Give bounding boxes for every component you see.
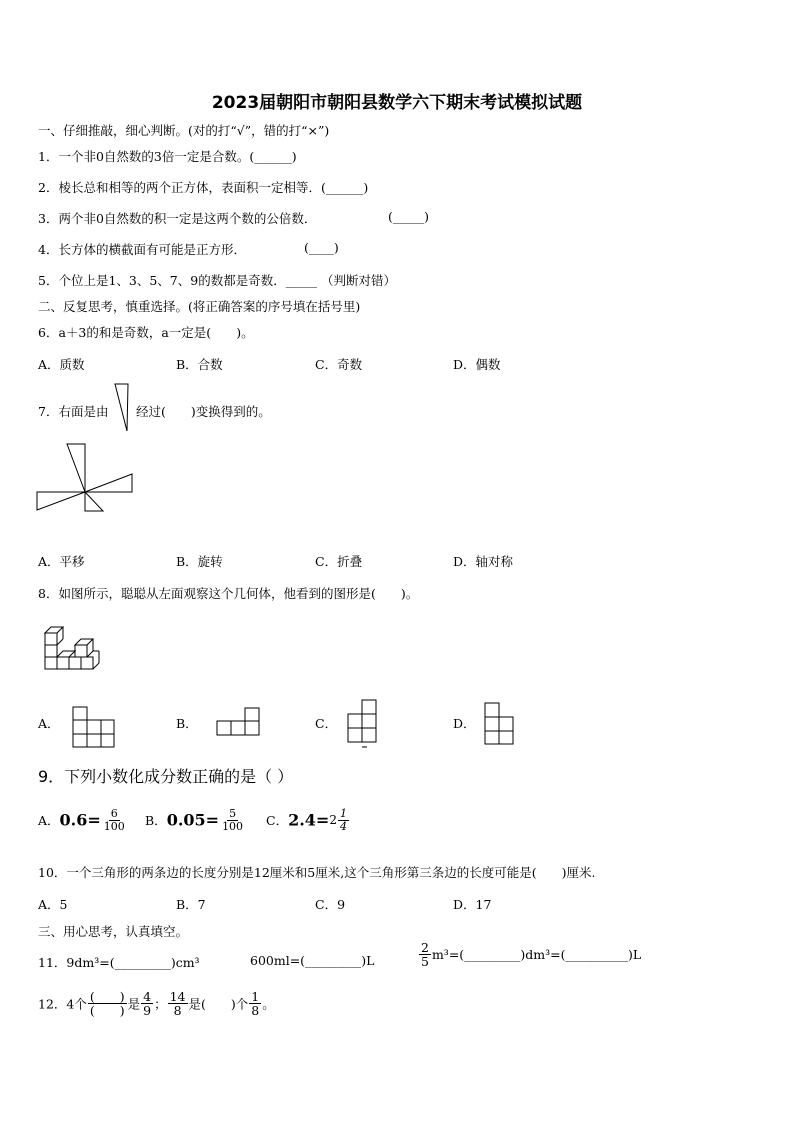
fraction-denominator: 100 [103, 819, 125, 833]
fraction-numerator: 2 [421, 940, 429, 955]
q12-end: 。 [262, 996, 275, 1012]
q9-option-a-value: 0.6= [59, 810, 101, 830]
q8-option-b-figure [217, 708, 261, 736]
q12-fraction-3 [249, 990, 261, 1017]
q6-option-a: A．质数 [38, 357, 85, 372]
q12-separator: ； [154, 996, 167, 1012]
q8-option-d-figure [485, 703, 517, 747]
q9-option-a [38, 808, 128, 832]
fraction-denominator: 8 [173, 1003, 182, 1019]
q10-option-a: A．5 [38, 897, 68, 912]
q9-option-c [266, 808, 350, 832]
section-2-heading: 二、反复思考，慎重选择。(将正确答案的序号填在括号里) [38, 299, 361, 314]
q12-text-shi: 是 [127, 996, 141, 1012]
question-12 [38, 990, 275, 1017]
q11-conversion-text: m³=(_________)dm³=(__________)L [431, 947, 642, 963]
q8-cube-stack-figure [45, 625, 101, 671]
question-11-part3 [418, 941, 641, 968]
question-5: 5．个位上是1、3、5、7、9的数都是奇数．_____ （判断对错） [38, 273, 396, 288]
q9-option-c-whole: 2 [329, 813, 337, 828]
fraction-denominator: 9 [143, 1003, 152, 1019]
q8-option-d-label: D． [453, 716, 476, 731]
q7-option-a: A．平移 [38, 554, 85, 569]
q10-option-b: B．7 [176, 897, 206, 912]
q8-option-c-label: C． [315, 716, 338, 731]
q9-option-b-value: 0.05= [166, 810, 220, 830]
fraction-numerator: 14 [169, 989, 186, 1004]
q9-option-a-fraction [102, 808, 127, 832]
q9-option-a-label: A． [38, 813, 60, 829]
question-4-blank: (____) [304, 240, 339, 255]
section-1-heading: 一、仔细推敲，细心判断。(对的打“√”，错的打“×”) [38, 123, 330, 138]
fraction-denominator-blank: ( ) [89, 1003, 125, 1019]
q6-option-b: B．合数 [176, 357, 223, 372]
q9-option-c-label: C． [266, 813, 289, 829]
q9-option-b [145, 808, 246, 832]
q9-option-c-fraction [338, 808, 349, 832]
page-title: 2023届朝阳市朝阳县数学六下期末考试模拟试题 [211, 93, 583, 113]
q8-option-a-label: A． [38, 716, 60, 731]
fraction-numerator: 4 [143, 989, 152, 1004]
fraction-numerator: 1 [251, 989, 260, 1004]
q8-option-c-figure [347, 700, 379, 750]
question-11-part2: 600ml=(_________)L [250, 953, 375, 968]
fraction-denominator: 100 [222, 819, 244, 833]
q11-fraction [419, 941, 431, 968]
q9-option-b-label: B． [145, 813, 167, 829]
q10-option-d: D．17 [453, 897, 492, 912]
q9-option-b-fraction [220, 808, 245, 832]
q7-option-d: D．轴对称 [453, 554, 514, 569]
fraction-numerator: 1 [339, 807, 347, 820]
fraction-denominator: 8 [251, 1003, 260, 1019]
q7-option-b: B．旋转 [176, 554, 223, 569]
q8-option-b-label: B． [176, 716, 198, 731]
fraction-numerator: 6 [110, 807, 118, 820]
question-7-part2: 经过( )变换得到的。 [136, 404, 271, 419]
q12-text-mid: 是( )个 [188, 996, 249, 1012]
q9-option-c-value: 2.4= [288, 810, 330, 830]
question-2: 2．棱长总和相等的两个正方体，表面积一定相等．(______) [38, 180, 369, 195]
question-4: 4．长方体的横截面有可能是正方形． [38, 242, 246, 257]
q8-option-a-figure [73, 707, 115, 749]
question-1: 1．一个非0自然数的3倍一定是合数。(______) [38, 149, 297, 164]
q12-blank-fraction [88, 990, 127, 1017]
question-9: 9．下列小数化成分数正确的是（ ） [38, 767, 294, 786]
question-3-blank: (_____) [388, 209, 430, 224]
question-3: 3．两个非0自然数的积一定是这两个数的公倍数． [38, 211, 317, 226]
fraction-denominator: 5 [421, 954, 429, 970]
question-7-part1: 7．右面是由 [38, 404, 109, 419]
question-11-part1: 11．9dm³=(_________)cm³ [38, 955, 200, 970]
q10-option-c: C．9 [315, 897, 346, 912]
fraction-numerator-blank: ( ) [89, 989, 125, 1004]
q12-prefix: 12．4个 [38, 996, 87, 1012]
q7-pinwheel-figure [37, 444, 133, 512]
q12-fraction-1 [141, 990, 153, 1017]
section-3-heading: 三、用心思考，认真填空。 [38, 924, 189, 939]
q12-fraction-2 [168, 990, 188, 1017]
question-8: 8．如图所示，聪聪从左面观察这个几何体，他看到的图形是( )。 [38, 586, 419, 601]
fraction-numerator: 5 [229, 807, 237, 820]
fraction-denominator: 4 [339, 819, 347, 833]
question-6: 6．a＋3的和是奇数，a一定是( )。 [38, 325, 254, 340]
q6-option-c: C．奇数 [315, 357, 363, 372]
q7-triangle-figure [115, 384, 135, 434]
q6-option-d: D．偶数 [453, 357, 501, 372]
q7-option-c: C．折叠 [315, 554, 363, 569]
question-10: 10．一个三角形的两条边的长度分别是12厘米和5厘米,这个三角形第三条边的长度可能是( )厘米. [38, 865, 596, 880]
